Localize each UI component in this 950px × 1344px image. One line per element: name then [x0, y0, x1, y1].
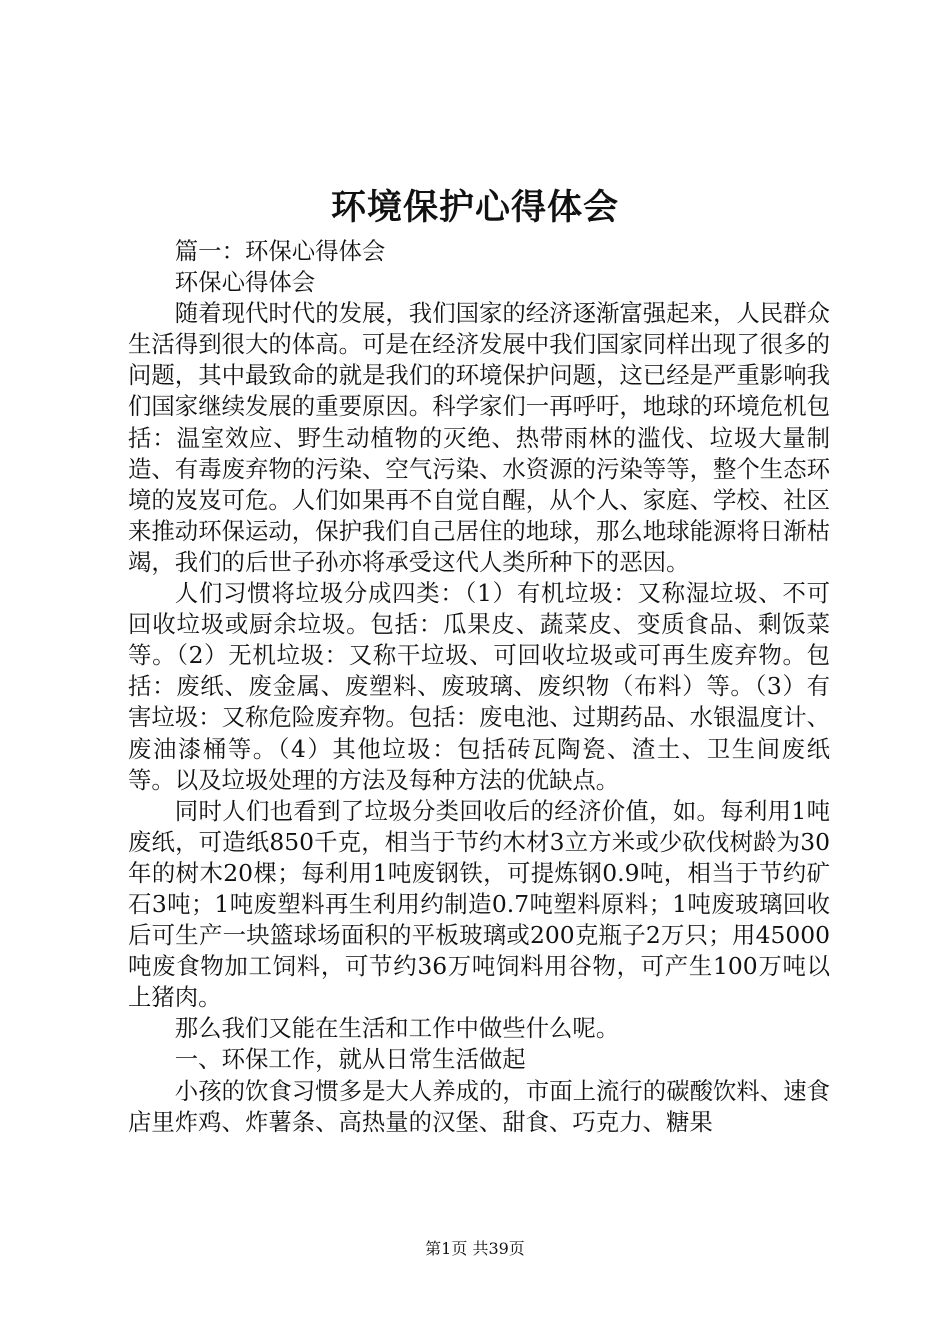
paragraph: 小孩的饮食习惯多是大人养成的，市面上流行的碳酸饮料、速食店里炸鸡、炸薯条、高热量的汉堡、甜食、巧克力、糖果	[128, 1076, 830, 1136]
subsection-heading: 环保心得体会	[174, 268, 316, 297]
paragraph: 人们习惯将垃圾分成四类：（1）有机垃圾：又称湿垃圾、不可回收垃圾或厨余垃圾。包括：瓜果皮、蔬菜皮、变质食品、剩饭菜等。（2）无机垃圾：又称干垃圾、可回收垃圾或可再生废弃物。包括：废纸、废金属、废塑料、废玻璃、废织物（布料）等。（3）有害垃圾：又称危险废弃物。包括：废电池、过期药品、水银温度计、废油漆桶等。（4）其他垃圾：包括砖瓦陶瓷、渣土、卫生间废纸等。以及垃圾处理的方法及每种方法的优缺点。	[128, 579, 830, 794]
section-heading: 篇一：环保心得体会	[174, 237, 386, 265]
paragraph: 同时人们也看到了垃圾分类回收后的经济价值，如。每利用1吨废纸，可造纸850千克，相当于节约木材3立方米或少砍伐树龄为30年的树木20棵；每利用1吨废钢铁，可提炼钢0.9吨，相当于节约矿石3吨；1吨废塑料再生利用约制造0.7吨塑料原料；1吨废玻璃回收后可生产一块篮球场面积的平板玻璃或200克瓶子2万只；用45000吨废食物加工饲料，可节约36万吨饲料用谷物，可产生100万吨以上猪肉。	[128, 796, 830, 1012]
paragraph: 随着现代时代的发展，我们国家的经济逐渐富强起来，人民群众生活得到很大的体高。可是在经济发展中我们国家同样出现了很多的问题，其中最致命的就是我们的环境保护问题，这已经是严重影响我们国家继续发展的重要原因。科学家们一再呼吁，地球的环境危机包括：温室效应、野生动植物的灭绝、热带雨林的滥伐、垃圾大量制造、有毒废弃物的污染、空气污染、水资源的污染等等，整个生态环境的岌岌可危。人们如果再不自觉自醒，从个人、家庭、学校、社区来推动环保运动，保护我们自己居住的地球，那么地球能源将日渐枯竭，我们的后世子孙亦将承受这代人类所种下的恶因。	[128, 299, 830, 576]
subsection-heading: 一、环保工作，就从日常生活做起	[174, 1045, 526, 1074]
paragraph: 那么我们又能在生活和工作中做些什么呢。	[174, 1014, 620, 1043]
page-footer: 第1页 共39页	[425, 1239, 525, 1258]
document-body	[128, 236, 830, 1138]
document-title: 环境保护心得体会	[330, 187, 619, 228]
